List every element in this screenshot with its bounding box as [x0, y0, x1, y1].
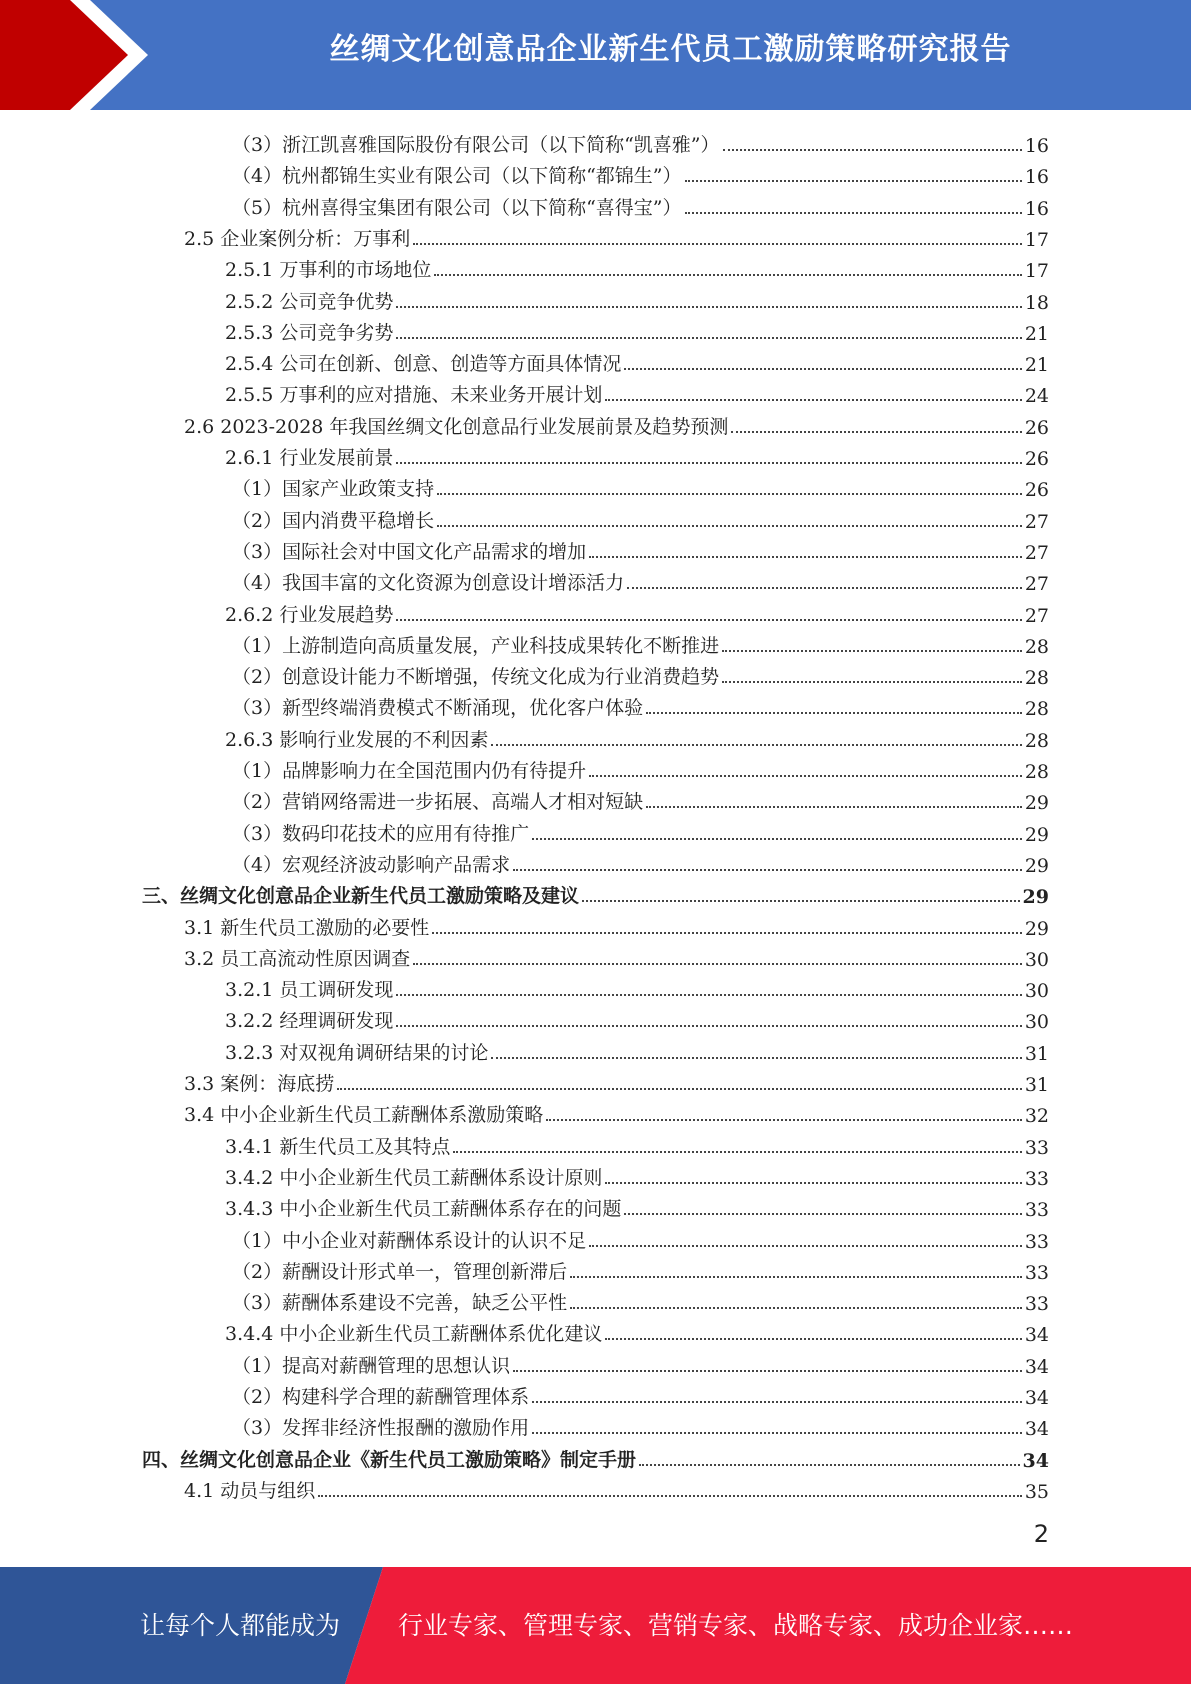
- toc-entry[interactable]: [184, 408, 1049, 439]
- toc-entry[interactable]: [232, 627, 1049, 658]
- toc-entry-page: 26: [1024, 416, 1049, 439]
- toc-entry-title: （3）国际社会对中国文化产品需求的增加: [232, 540, 587, 563]
- toc-entry[interactable]: [225, 1159, 1049, 1190]
- toc-dot-leader: [513, 1370, 1022, 1372]
- toc-entry-title: （4）杭州都锦生实业有限公司（以下简称“都锦生”）: [232, 165, 682, 188]
- toc-entry-title: 3.4 中小企业新生代员工薪酬体系激励策略: [184, 1104, 544, 1127]
- toc-entry[interactable]: [225, 345, 1049, 376]
- toc-entry-page: 16: [1024, 166, 1049, 189]
- toc-entry-page: 27: [1024, 604, 1049, 627]
- toc-entry[interactable]: [142, 877, 1049, 908]
- toc-entry-title: （1）品牌影响力在全国范围内仍有待提升: [232, 760, 587, 782]
- toc-entry-title: （1）提高对薪酬管理的思想认识: [232, 1354, 511, 1377]
- toc-entry-page: 29: [1024, 854, 1049, 877]
- toc-dot-leader: [437, 525, 1022, 527]
- toc-entry[interactable]: [225, 439, 1049, 470]
- toc-entry-title: （4）我国丰富的文化资源为创意设计增添活力: [232, 572, 625, 595]
- toc-dot-leader: [396, 994, 1021, 996]
- page-number: 2: [1033, 1520, 1049, 1548]
- toc-entry[interactable]: [232, 564, 1049, 595]
- toc-entry-title: 3.4.1 新生代员工及其特点: [225, 1135, 451, 1158]
- toc-entry-page: 30: [1024, 980, 1049, 1003]
- toc-entry[interactable]: [184, 1096, 1049, 1127]
- toc-dot-leader: [646, 806, 1022, 808]
- toc-entry-title: 3.3 案例：海底捞: [184, 1073, 335, 1095]
- toc-dot-leader: [570, 1307, 1022, 1309]
- toc-entry-title: 3.2.1 员工调研发现: [225, 979, 394, 1002]
- toc-entry-page: 28: [1024, 667, 1049, 690]
- toc-entry-title: 4.1 动员与组织: [184, 1479, 316, 1502]
- toc-dot-leader: [432, 932, 1022, 934]
- toc-dot-leader: [646, 712, 1022, 714]
- toc-entry-page: 30: [1024, 948, 1049, 971]
- toc-dot-leader: [570, 1276, 1022, 1278]
- toc-entry[interactable]: [142, 1441, 1049, 1472]
- page-header: [0, 0, 1191, 110]
- toc-entry-title: 四、丝绸文化创意品企业《新生代员工激励策略》制定手册: [142, 1448, 637, 1471]
- header-arrow-icon: [0, 0, 160, 110]
- toc-entry-title: 3.1 新生代员工激励的必要性: [184, 916, 430, 939]
- toc-entry-title: （4）宏观经济波动影响产品需求: [232, 853, 511, 876]
- toc-dot-leader: [513, 869, 1022, 871]
- toc-entry-page: 21: [1024, 322, 1049, 345]
- toc-entry-page: 17: [1024, 260, 1049, 283]
- toc-entry-page: 34: [1024, 1355, 1049, 1378]
- toc-entry-title: 3.2.2 经理调研发现: [225, 1010, 394, 1033]
- toc-entry-page: 27: [1024, 510, 1049, 533]
- toc-entry-title: （2）构建科学合理的薪酬管理体系: [232, 1386, 530, 1408]
- toc-entry-title: （1）上游制造向高质量发展，产业科技成果转化不断推进: [232, 634, 720, 657]
- toc-entry-title: （2）国内消费平稳增长: [232, 509, 435, 532]
- toc-entry[interactable]: [232, 1347, 1049, 1378]
- toc-entry[interactable]: [232, 815, 1049, 846]
- toc-entry[interactable]: [232, 1378, 1049, 1409]
- toc-dot-leader: [491, 1057, 1021, 1059]
- toc-entry[interactable]: [232, 1409, 1049, 1440]
- toc-dot-leader: [396, 462, 1021, 464]
- toc-dot-leader: [605, 1338, 1021, 1340]
- toc-entry-page: 24: [1024, 385, 1049, 408]
- toc-entry[interactable]: [184, 220, 1049, 251]
- toc-entry-title: 三、丝绸文化创意品企业新生代员工激励策略及建议: [142, 885, 580, 908]
- toc-dot-leader: [685, 180, 1022, 182]
- toc-dot-leader: [318, 1495, 1022, 1497]
- toc-entry[interactable]: [225, 1002, 1049, 1033]
- toc-entry[interactable]: [232, 658, 1049, 689]
- toc-dot-leader: [605, 399, 1021, 401]
- toc-dot-leader: [627, 587, 1022, 589]
- toc-entry-page: 33: [1024, 1199, 1049, 1222]
- toc-dot-leader: [589, 1245, 1022, 1247]
- toc-entry-title: （3）薪酬体系建设不完善，缺乏公平性: [232, 1292, 568, 1315]
- toc-entry-title: （2）营销网络需进一步拓展、高端人才相对短缺: [232, 791, 644, 814]
- toc-dot-leader: [532, 1432, 1022, 1434]
- toc-dot-leader: [396, 1025, 1021, 1027]
- toc-entry[interactable]: [232, 157, 1049, 188]
- toc-entry[interactable]: [225, 1315, 1049, 1346]
- toc-dot-leader: [605, 1182, 1021, 1184]
- toc-entry-page: 33: [1024, 1136, 1049, 1159]
- toc-dot-leader: [434, 274, 1021, 276]
- toc-entry-title: 3.4.4 中小企业新生代员工薪酬体系优化建议: [225, 1323, 603, 1346]
- toc-dot-leader: [624, 1213, 1021, 1215]
- toc-dot-leader: [413, 963, 1022, 965]
- toc-entry-page: 16: [1024, 135, 1049, 157]
- toc-entry-title: 2.5.4 公司在创新、创意、创造等方面具体情况: [225, 353, 622, 376]
- toc-entry-page: 34: [1024, 1324, 1049, 1347]
- toc-entry-title: 3.4.2 中小企业新生代员工薪酬体系设计原则: [225, 1166, 603, 1189]
- toc-entry-title: （2）薪酬设计形式单一，管理创新滞后: [232, 1260, 568, 1283]
- toc-entry[interactable]: [232, 126, 1049, 157]
- toc-dot-leader: [589, 775, 1022, 777]
- toc-entry-title: 2.6.1 行业发展前景: [225, 447, 394, 469]
- toc-entry-title: （3）浙江凯喜雅国际股份有限公司（以下简称“凯喜雅”）: [232, 134, 720, 156]
- toc-dot-leader: [722, 650, 1022, 652]
- toc-entry-page: 33: [1024, 1230, 1049, 1253]
- toc-entry-page: 31: [1024, 1042, 1049, 1065]
- toc-entry[interactable]: [232, 189, 1049, 220]
- toc-entry-page: 29: [1024, 823, 1049, 846]
- toc-entry-title: （2）创意设计能力不断增强，传统文化成为行业消费趋势: [232, 666, 720, 689]
- report-title: 丝绸文化创意品企业新生代员工激励策略研究报告: [329, 32, 1012, 67]
- toc-entry-page: 33: [1024, 1167, 1049, 1190]
- toc-entry-title: 3.2.3 对双视角调研结果的讨论: [225, 1041, 489, 1064]
- toc-entry-title: （3）发挥非经济性报酬的激励作用: [232, 1417, 530, 1440]
- toc-entry[interactable]: [184, 909, 1049, 940]
- toc-dot-leader: [396, 306, 1021, 308]
- toc-entry-page: 27: [1024, 541, 1049, 564]
- toc-entry-page: 16: [1024, 197, 1049, 220]
- toc-entry-page: 27: [1024, 573, 1049, 596]
- toc-entry-page: 33: [1024, 1261, 1049, 1284]
- toc-entry[interactable]: [225, 251, 1049, 282]
- toc-entry-title: 2.6.2 行业发展趋势: [225, 603, 394, 626]
- toc-entry-page: 31: [1024, 1074, 1049, 1096]
- toc-entry-title: 3.4.3 中小企业新生代员工薪酬体系存在的问题: [225, 1198, 622, 1221]
- toc-entry[interactable]: [232, 846, 1049, 877]
- toc-dot-leader: [413, 243, 1022, 245]
- toc-entry[interactable]: [225, 1128, 1049, 1159]
- toc-entry-page: 30: [1024, 1011, 1049, 1034]
- toc-entry[interactable]: [225, 971, 1049, 1002]
- toc-entry[interactable]: [225, 721, 1049, 752]
- toc-entry-page: 28: [1024, 729, 1049, 752]
- toc-entry-page: 18: [1024, 291, 1049, 314]
- toc-entry-page: 26: [1024, 448, 1049, 470]
- toc-dot-leader: [722, 681, 1022, 683]
- toc-entry[interactable]: [232, 533, 1049, 564]
- toc-dot-leader: [731, 431, 1021, 433]
- toc-entry-title: 2.5.2 公司竞争优势: [225, 290, 394, 313]
- toc-entry-page: 17: [1024, 228, 1049, 251]
- toc-entry-page: 35: [1024, 1480, 1049, 1503]
- toc-dot-leader: [589, 556, 1022, 558]
- toc-entry[interactable]: [184, 1472, 1049, 1503]
- toc-entry-page: 29: [1024, 917, 1049, 940]
- toc-dot-leader: [639, 1464, 1020, 1466]
- page-footer: [0, 1567, 1191, 1684]
- toc-dot-leader: [396, 337, 1021, 339]
- toc-entry-page: 33: [1024, 1293, 1049, 1316]
- toc-entry-title: 2.6 2023-2028 年我国丝绸文化创意品行业发展前景及趋势预测: [184, 415, 729, 438]
- toc-dot-leader: [723, 149, 1022, 151]
- toc-entry-page: 28: [1024, 761, 1049, 783]
- toc-entry-page: 29: [1024, 792, 1049, 815]
- toc-entry-title: 2.5.5 万事利的应对措施、未来业务开展计划: [225, 384, 603, 407]
- toc-dot-leader: [532, 1401, 1022, 1403]
- toc-dot-leader: [582, 900, 1020, 902]
- toc-entry-title: 2.5.1 万事利的市场地位: [225, 259, 432, 282]
- toc-entry-page: 34: [1024, 1387, 1049, 1409]
- toc-entry-page: 32: [1024, 1105, 1049, 1128]
- toc-dot-leader: [685, 212, 1022, 214]
- toc-entry-title: （3）新型终端消费模式不断涌现，优化客户体验: [232, 697, 644, 720]
- toc-entry[interactable]: [225, 376, 1049, 407]
- toc-entry-title: 3.2 员工高流动性原因调查: [184, 947, 411, 970]
- toc-entry-title: 2.5.3 公司竞争劣势: [225, 321, 394, 344]
- toc-entry-page: 21: [1024, 354, 1049, 377]
- toc-dot-leader: [532, 838, 1022, 840]
- toc-entry-title: （5）杭州喜得宝集团有限公司（以下简称“喜得宝”）: [232, 196, 682, 219]
- toc-entry[interactable]: [232, 1222, 1049, 1253]
- toc-entry[interactable]: [232, 752, 1049, 783]
- toc-entry-title: （1）国家产业政策支持: [232, 478, 435, 501]
- toc-dot-leader: [453, 1151, 1021, 1153]
- toc-entry[interactable]: [232, 783, 1049, 814]
- footer-slogan-right: 行业专家、管理专家、营销专家、战略专家、成功企业家……: [398, 1611, 1074, 1640]
- toc-entry[interactable]: [225, 596, 1049, 627]
- toc-dot-leader: [624, 368, 1021, 370]
- toc-entry-page: 26: [1024, 479, 1049, 502]
- toc-entry[interactable]: [184, 1065, 1049, 1096]
- toc-entry-title: （1）中小企业对薪酬体系设计的认识不足: [232, 1229, 587, 1252]
- toc-dot-leader: [437, 493, 1022, 495]
- toc-entry-page: 34: [1024, 1418, 1049, 1441]
- toc-entry[interactable]: [184, 940, 1049, 971]
- footer-slogan-left: 让每个人都能成为: [140, 1611, 341, 1640]
- toc-entry[interactable]: [232, 689, 1049, 720]
- toc-entry-page: 34: [1022, 1449, 1049, 1472]
- toc-entry-title: 2.6.3 影响行业发展的不利因素: [225, 728, 489, 751]
- toc-entry[interactable]: [232, 502, 1049, 533]
- toc-dot-leader: [396, 619, 1021, 621]
- toc-entry[interactable]: [225, 1034, 1049, 1065]
- toc-entry-page: 28: [1024, 698, 1049, 721]
- toc-dot-leader: [546, 1119, 1022, 1121]
- toc-dot-leader: [337, 1088, 1022, 1090]
- toc-entry[interactable]: [225, 314, 1049, 345]
- toc-entry[interactable]: [225, 283, 1049, 314]
- toc-dot-leader: [491, 744, 1021, 746]
- toc-entry[interactable]: [225, 1190, 1049, 1221]
- toc-entry-page: 29: [1022, 886, 1049, 909]
- toc-entry-page: 28: [1024, 635, 1049, 658]
- toc-entry[interactable]: [232, 470, 1049, 501]
- toc-entry[interactable]: [232, 1284, 1049, 1315]
- toc-entry[interactable]: [232, 1253, 1049, 1284]
- toc-entry-title: 2.5 企业案例分析：万事利: [184, 227, 411, 250]
- toc-entry-title: （3）数码印花技术的应用有待推广: [232, 822, 530, 845]
